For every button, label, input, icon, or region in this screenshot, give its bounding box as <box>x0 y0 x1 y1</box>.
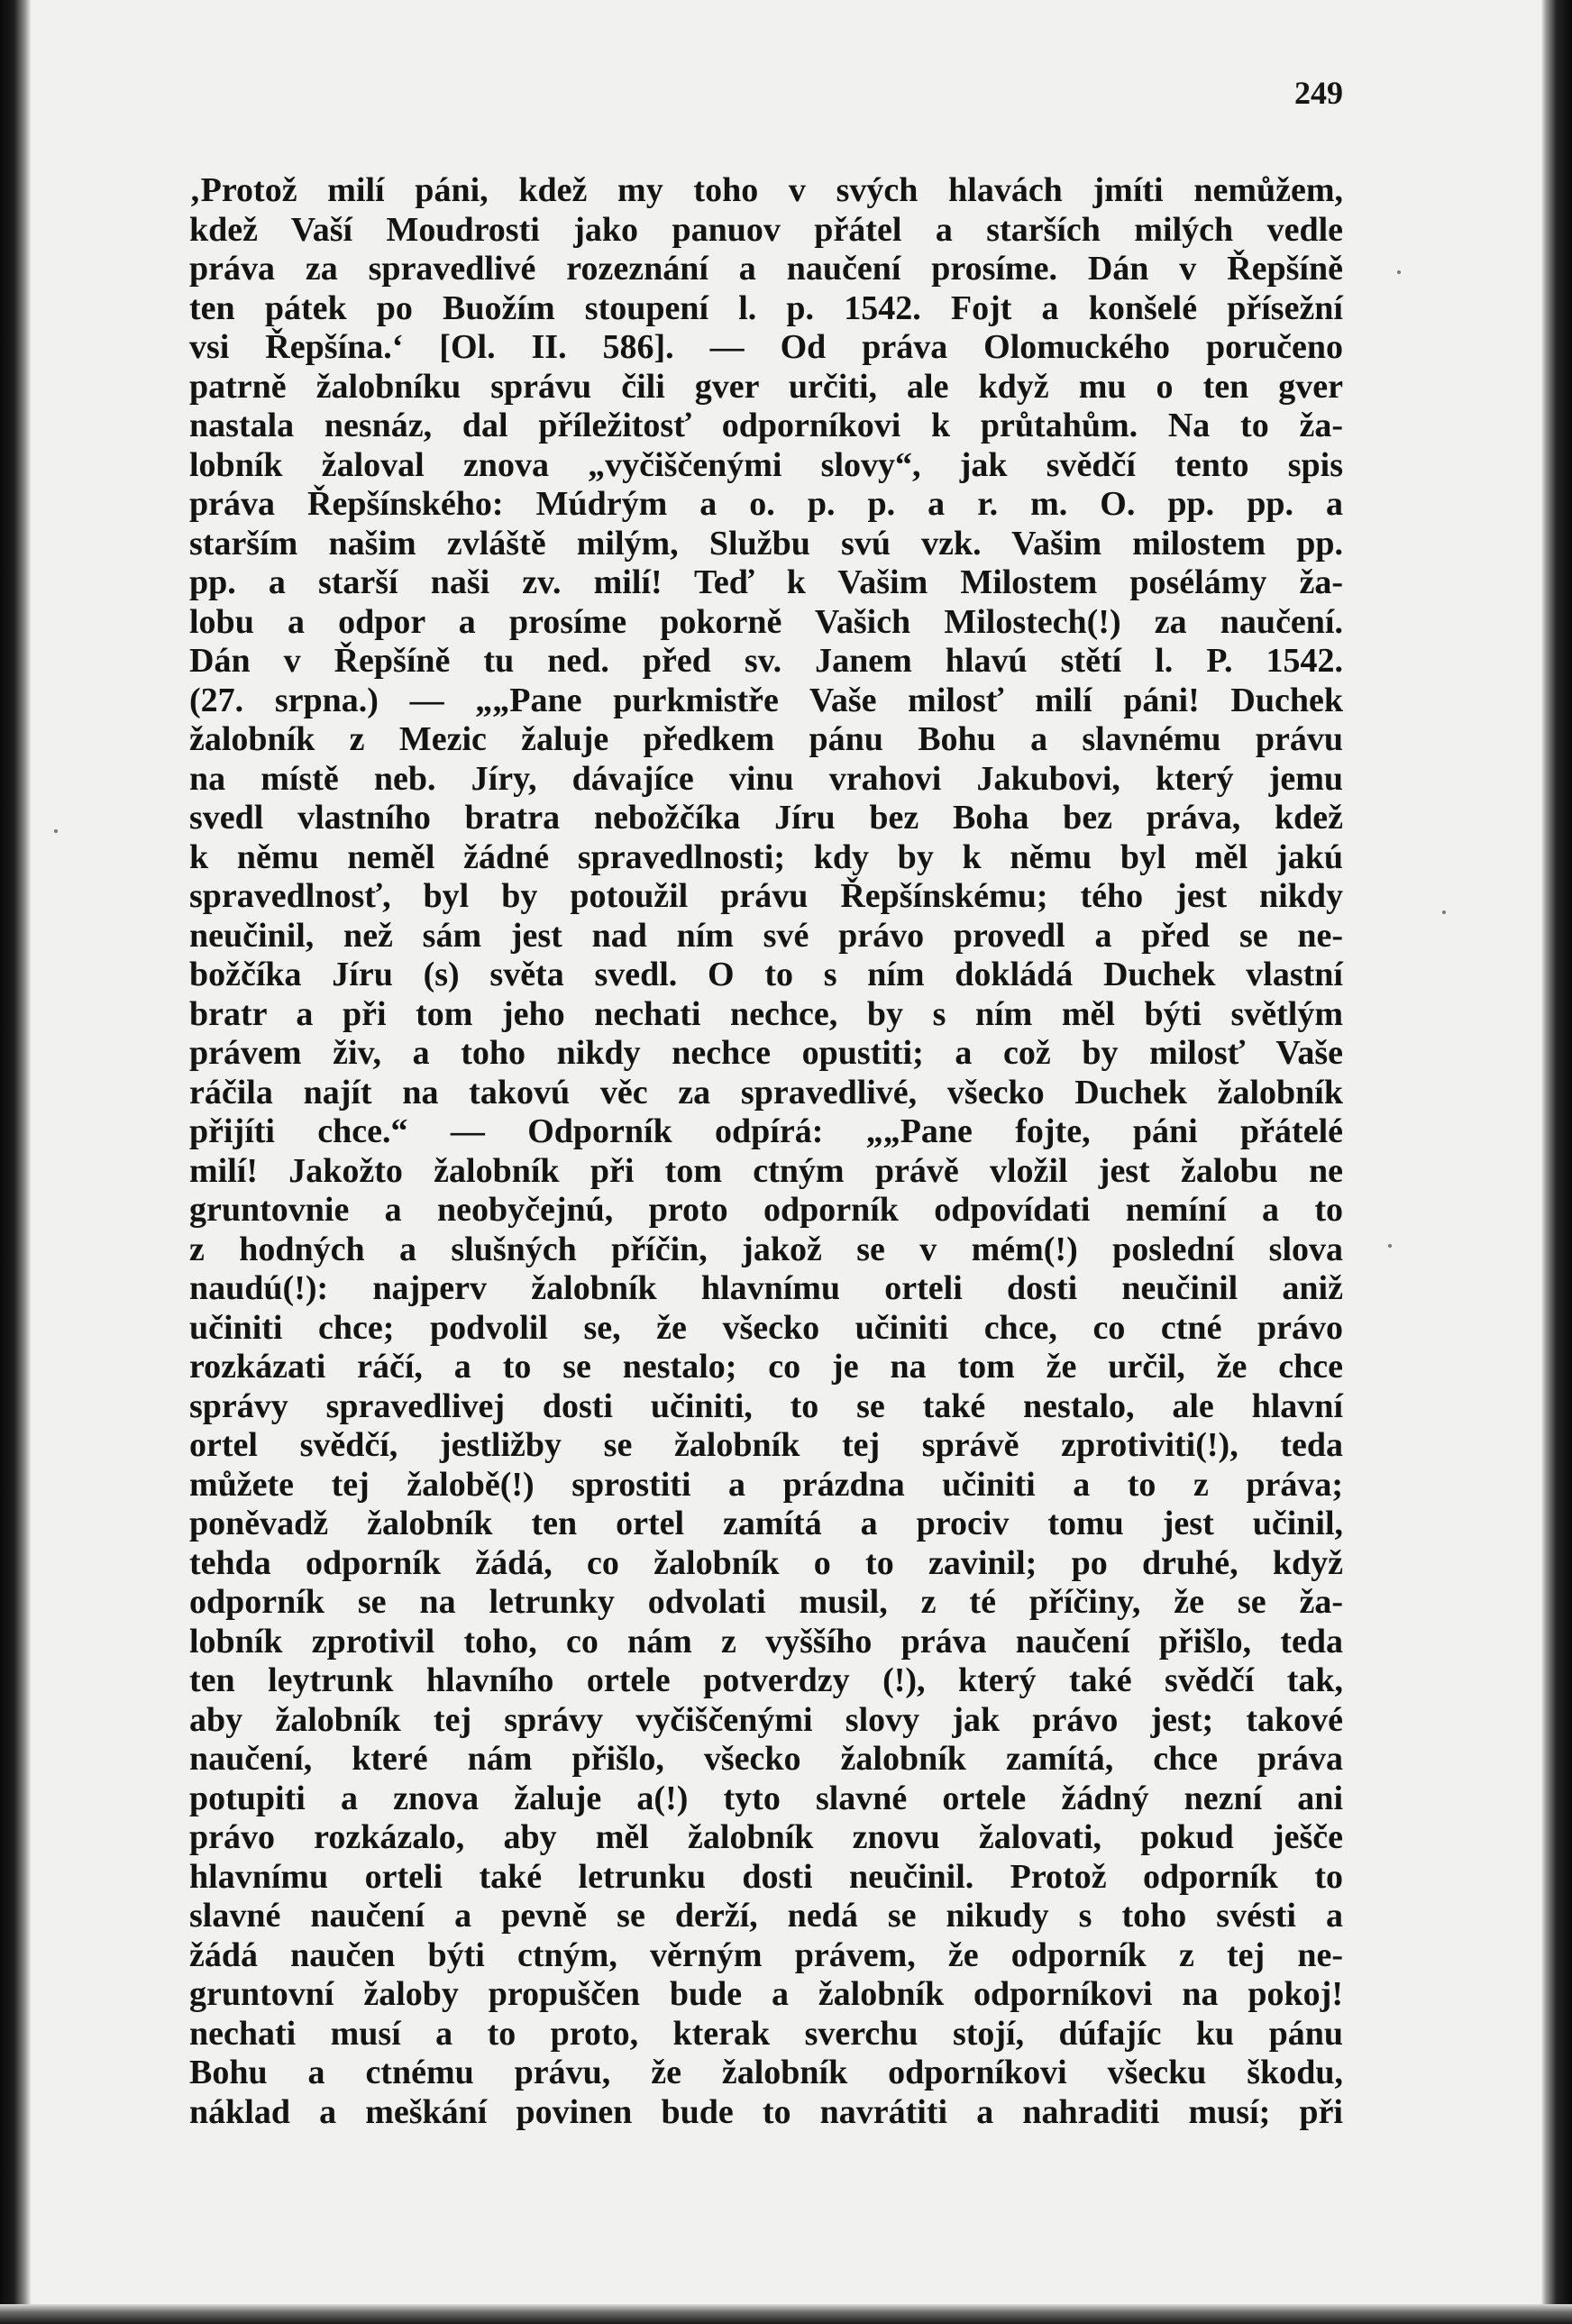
text-line: lobník žaloval znova „vyčiščenými slovy“, jak svědčí tento spis <box>189 445 1343 484</box>
text-line: žalobník z Mezic žaluje předkem pánu Bohu a slavnému právu <box>189 720 1343 758</box>
text-line: správy spravedlivej dosti učiniti, to se také nestalo, ale hlavní <box>189 1386 1343 1425</box>
text-line: pp. a starší naši zv. milí! Teď k Vašim Milostem posélámy ža- <box>189 563 1343 601</box>
text-line: bratr a při tom jeho nechati nechce, by s ním měl býti světlým <box>189 994 1343 1033</box>
bottom-scan-edge <box>0 2304 1572 2324</box>
scan-speck <box>1397 270 1401 274</box>
text-line: lobník zprotivil toho, co nám z vyššího práva naučení přišlo, teda <box>189 1622 1343 1661</box>
text-line: patrně žalobníku správu čili gver určiti, ale když mu o ten gver <box>189 367 1343 406</box>
text-line: právo rozkázalo, aby měl žalobník znovu žalovati, pokud ješče <box>189 1818 1343 1856</box>
text-line: lobu a odpor a prosíme pokorně Vašich Milostech(!) za naučení. <box>189 602 1343 641</box>
left-scan-edge <box>0 0 31 2324</box>
scan-speck <box>1388 1244 1392 1248</box>
text-line: ten pátek po Buožím stoupení l. p. 1542. Fojt a konšelé přísežní <box>189 288 1343 327</box>
scan-speck <box>1442 910 1446 914</box>
body-text <box>189 171 1343 2132</box>
text-line: k němu neměl žádné spravedlnosti; kdy by k němu byl měl jakú <box>189 837 1343 876</box>
text-line: právem živ, a toho nikdy nechce opustiti; a což by milosť Vaše <box>189 1034 1343 1072</box>
text-line: gruntovní žaloby propuščen bude a žalobník odporníkovi na pokoj! <box>189 1975 1343 2013</box>
text-line: svedl vlastního bratra nebožčíka Jíru bez Boha bez práva, kdež <box>189 799 1343 837</box>
text-line: Dán v Řepšíně tu ned. před sv. Janem hlavú stětí l. P. 1542. <box>189 642 1343 680</box>
text-line: poněvadž žalobník ten ortel zamítá a prociv tomu jest učinil, <box>189 1505 1343 1542</box>
text-line: Bohu a ctnému právu, že žalobník odporníkovi všecku škodu, <box>189 2054 1343 2091</box>
text-line: potupiti a znova žaluje a(!) tyto slavné ortele žádný nezní ani <box>189 1779 1343 1817</box>
text-line: gruntovnie a neobyčejnú, proto odporník odpovídati nemíní a to <box>189 1191 1343 1229</box>
text-line: tehda odporník žádá, co žalobník o to zavinil; po druhé, když <box>189 1543 1343 1582</box>
text-line: odporník se na letrunky odvolati musil, z té příčiny, že se ža- <box>189 1583 1343 1621</box>
text-line: práva Řepšínského: Múdrým a o. p. p. a r. m. O. pp. pp. a <box>189 485 1343 523</box>
text-line: práva za spravedlivé rozeznání a naučení prosíme. Dán v Řepšíně <box>189 250 1343 288</box>
text-line: naudú(!): najperv žalobník hlavnímu orteli dosti neučinil aniž <box>189 1269 1343 1307</box>
text-line: učiniti chce; podvolil se, že všecko učiniti chce, co ctné právo <box>189 1308 1343 1347</box>
text-line: žádá naučen býti ctným, věrným právem, že odporník z tej ne- <box>189 1935 1343 1974</box>
text-line: z hodných a slušných příčin, jakož se v mém(!) poslední slova <box>189 1230 1343 1268</box>
text-line: spravedlnosť, byl by potoužil právu Řepšínskému; tého jest nikdy <box>189 877 1343 915</box>
text-line: ortel svědčí, jestližby se žalobník tej správě zprotiviti(!), teda <box>189 1426 1343 1464</box>
text-line: neučinil, než sám jest nad ním své právo provedl a před se ne- <box>189 916 1343 955</box>
text-line: (27. srpna.) — „„Pane purkmistře Vaše milosť milí páni! Duchek <box>189 681 1343 719</box>
text-line: na místě neb. Jíry, dávajíce vinu vrahovi Jakubovi, který jemu <box>189 759 1343 798</box>
text-line: božčíka Jíru (s) světa svedl. O to s ním dokládá Duchek vlastní <box>189 956 1343 993</box>
text-line: kdež Vaší Moudrosti jako panuov přátel a starších milých vedle <box>189 210 1343 249</box>
text-line: starším našim zvláště milým, Službu svú vzk. Vašim milostem pp. <box>189 524 1343 563</box>
text-line: nechati musí a to proto, kterak sverchu stojí, dúfajíc ku pánu <box>189 2014 1343 2053</box>
right-scan-edge <box>1541 0 1572 2324</box>
text-line: aby žalobník tej správy vyčiščenými slovy jak právo jest; takové <box>189 1700 1343 1739</box>
text-line: ‚Protož milí páni, kdež my toho v svých hlavách jmíti nemůžem, <box>189 171 1343 209</box>
text-line: můžete tej žalobě(!) sprostiti a prázdna učiniti a to z práva; <box>189 1465 1343 1504</box>
text-line: ráčila najít na takovú věc za spravedlivé, všecko Duchek žalobník <box>189 1073 1343 1112</box>
text-line: ten leytrunk hlavního ortele potverdzy (!), který také svědčí tak, <box>189 1661 1343 1699</box>
text-line: rozkázati ráčí, a to se nestalo; co je na tom že určil, že chce <box>189 1348 1343 1386</box>
text-line: nastala nesnáz, dal příležitosť odporníkovi k průtahům. Na to ža- <box>189 407 1343 444</box>
text-line: milí! Jakožto žalobník při tom ctným právě vložil jest žalobu ne <box>189 1151 1343 1190</box>
text-line: naučení, které nám přišlo, všecko žalobník zamítá, chce práva <box>189 1740 1343 1778</box>
text-line: přijíti chce.“ — Odporník odpírá: „„Pane fojte, páni přátelé <box>189 1112 1343 1150</box>
scan-speck <box>54 829 58 833</box>
page-number: 249 <box>1294 75 1343 111</box>
text-line: hlavnímu orteli také letrunku dosti neučinil. Protož odporník to <box>189 1857 1343 1896</box>
text-line: vsi Řepšína.‘ [Ol. II. 586]. — Od práva Olomuckého poručeno <box>189 328 1343 366</box>
text-line: slavné naučení a pevně se derží, nedá se nikudy s toho svésti a <box>189 1897 1343 1935</box>
text-line: náklad a meškání povinen bude to navrátiti a nahraditi musí; při <box>189 2092 1343 2131</box>
